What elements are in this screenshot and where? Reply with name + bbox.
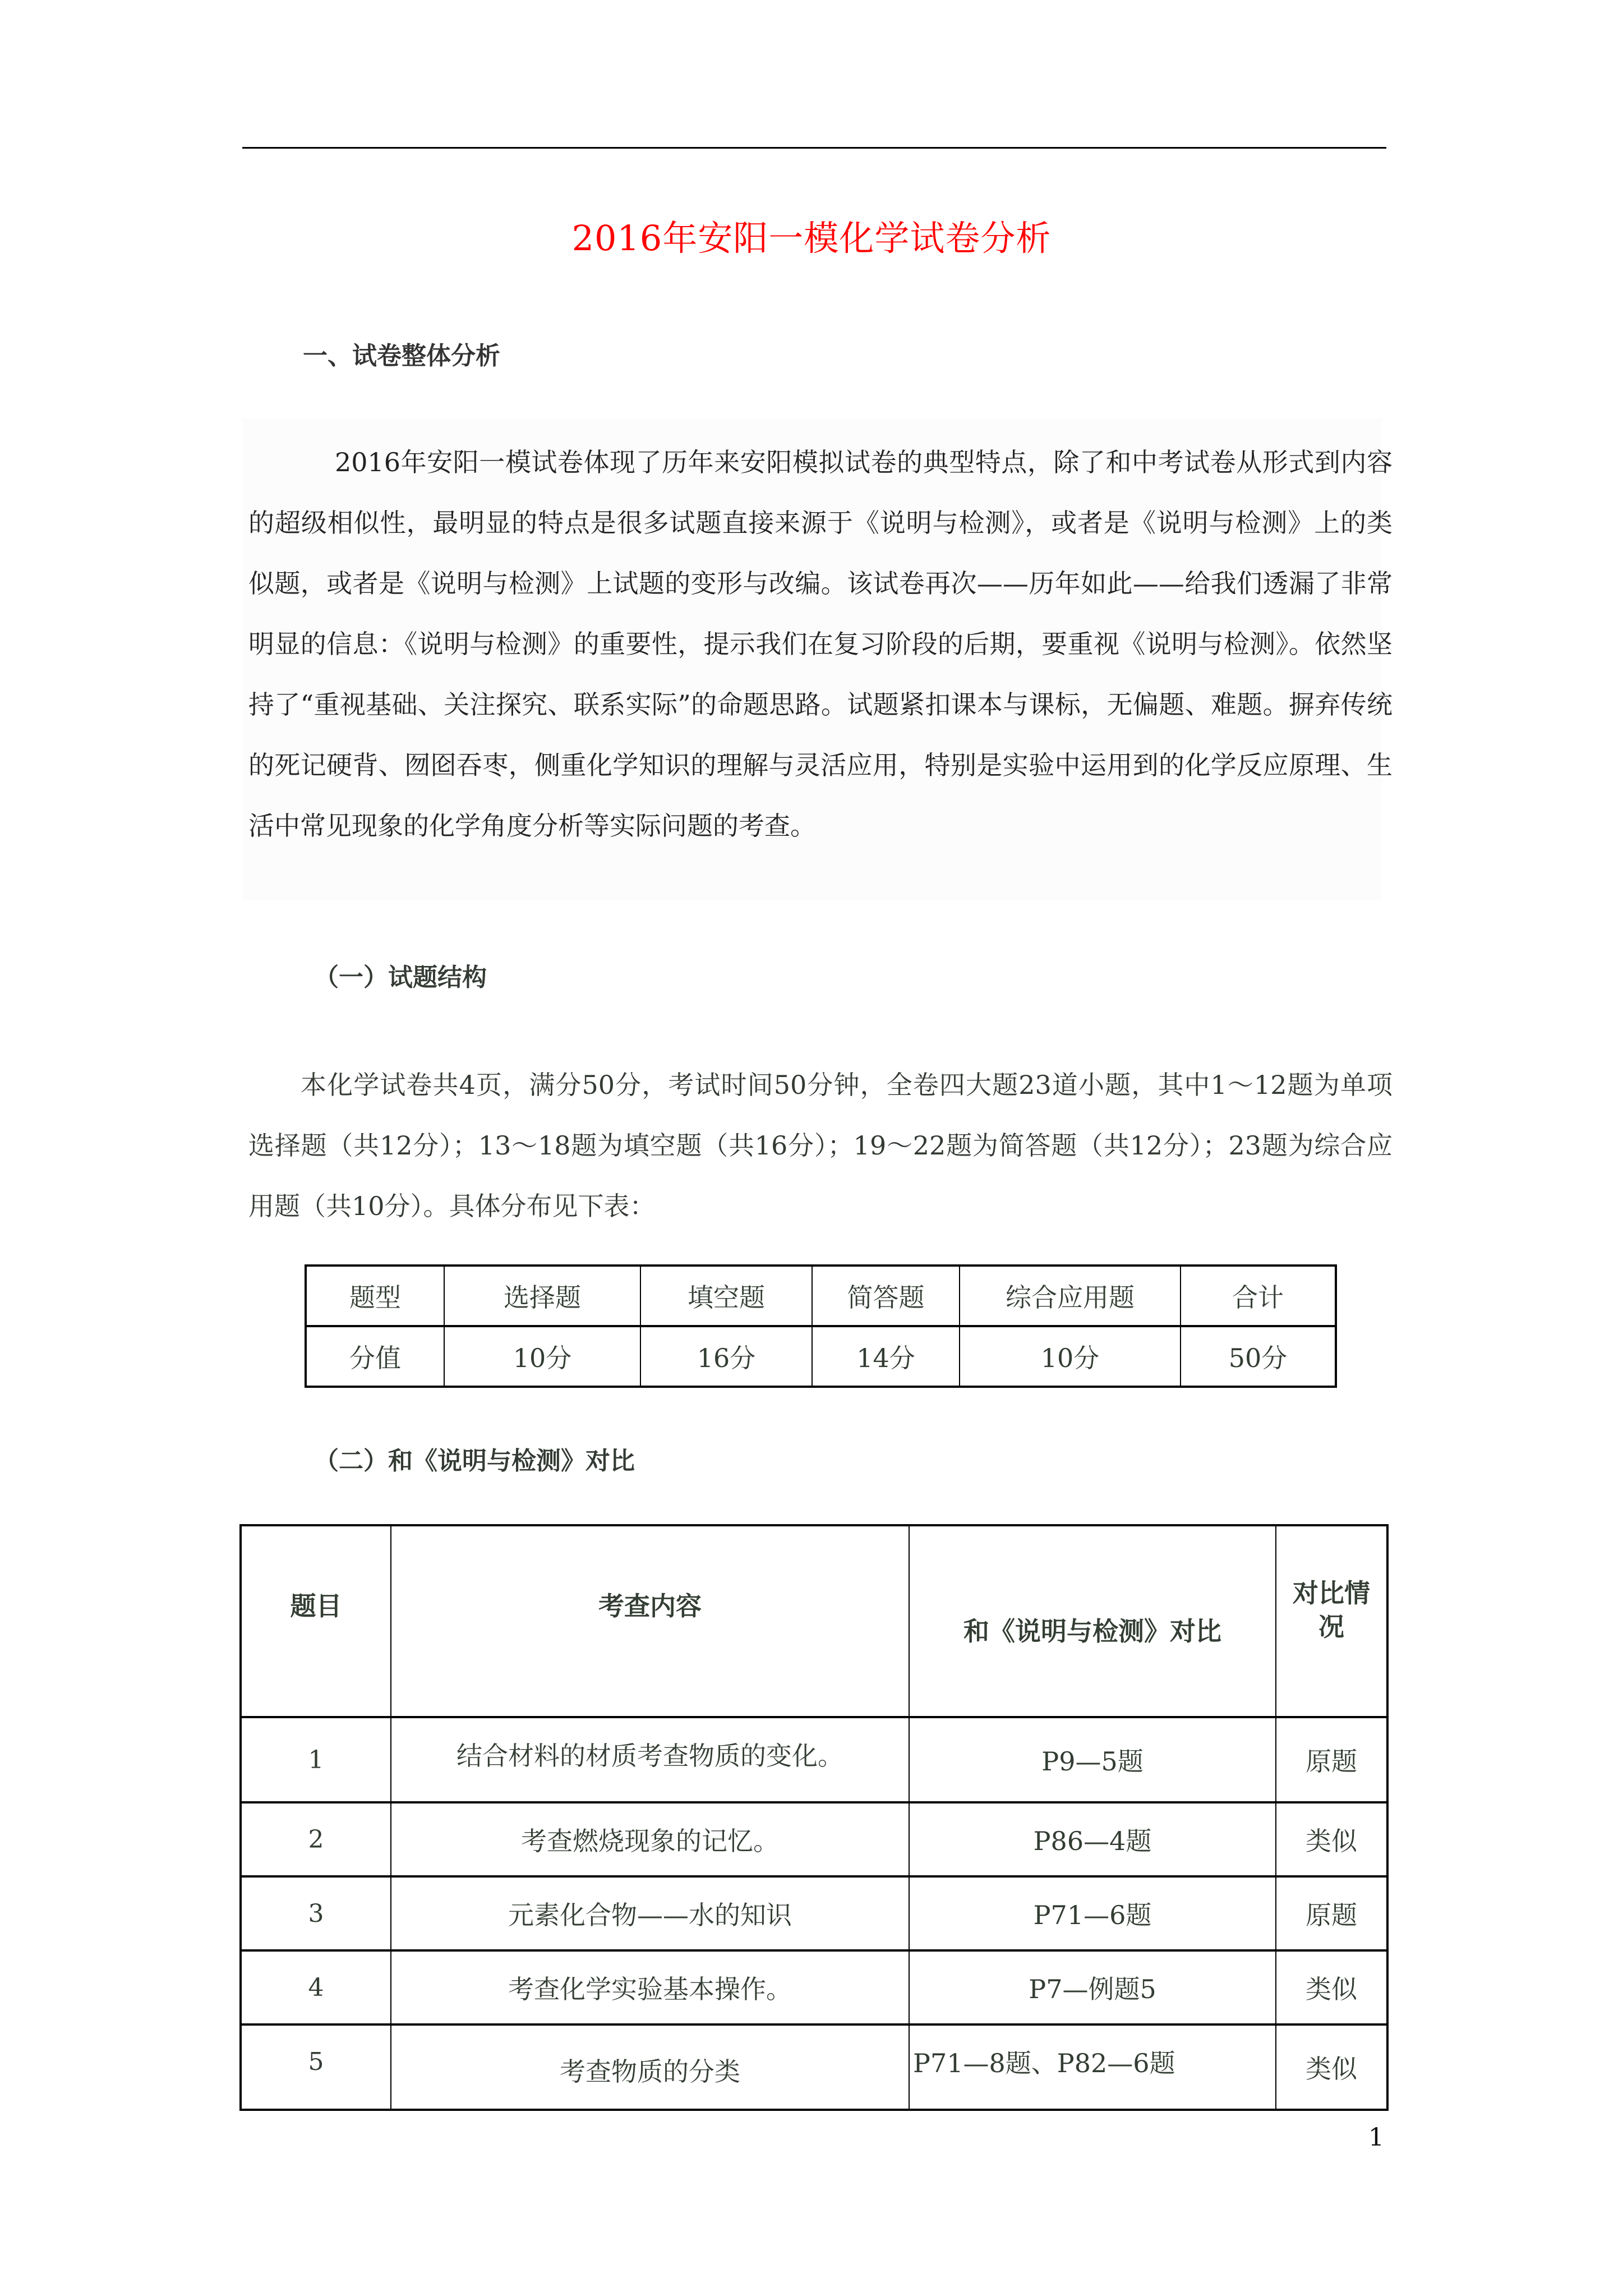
comparison-status: 类似 bbox=[1276, 1802, 1387, 1876]
reference: P9—5题 bbox=[909, 1717, 1276, 1802]
score-distribution-table bbox=[305, 1264, 1337, 1388]
table-row bbox=[241, 1876, 1387, 1950]
question-content: 元素化合物——水的知识 bbox=[391, 1876, 909, 1950]
table-row bbox=[241, 2024, 1387, 2110]
section-heading-overall-analysis: 一、试卷整体分析 bbox=[303, 342, 500, 370]
question-number: 4 bbox=[241, 1950, 391, 2024]
comparison-table bbox=[239, 1524, 1389, 2111]
question-number: 1 bbox=[241, 1717, 391, 1802]
score-table-header-cell: 选择题 bbox=[444, 1266, 640, 1326]
score-table-value-cell: 50分 bbox=[1181, 1326, 1336, 1387]
score-table-header-cell: 简答题 bbox=[812, 1266, 960, 1326]
table-row bbox=[241, 1802, 1387, 1876]
table-row bbox=[241, 1717, 1387, 1802]
reference: P71—8题、P82—6题 bbox=[909, 2024, 1276, 2110]
page-number: 1 bbox=[1368, 2123, 1384, 2152]
header-status: 对比情况 bbox=[1276, 1525, 1387, 1717]
reference: P7—例题5 bbox=[909, 1950, 1276, 2024]
intro-paragraph: 2016年安阳一模试卷体现了历年来安阳模拟试卷的典型特点，除了和中考试卷从形式到内容的超级相似性，最明显的特点是很多试题直接来源于《说明与检测》，或者是《说明与检测》上的类似题，或者是《说明与检测》上试题的变形与改编。该试卷再次——历年如此——给我们透漏了非常明显的信息：《说明与检测》的重要性，提示我们在复习阶段的后期，要重视《说明与检测》。依然坚持了“重视基础、关注探究、联系实际”的命题思路。试题紧扣课本与课标，无偏题、难题。摒弃传统的死记硬背、囫囵吞枣，侧重化学知识的理解与灵活应用，特别是实验中运用到的化学反应原理、生活中常见现象的化学角度分析等实际问题的考查。 bbox=[248, 447, 1393, 841]
reference: P86—4题 bbox=[909, 1802, 1276, 1876]
question-content: 考查化学实验基本操作。 bbox=[391, 1950, 909, 2024]
score-table-header-cell: 题型 bbox=[306, 1266, 444, 1326]
score-table-header-cell: 综合应用题 bbox=[960, 1266, 1181, 1326]
header-reference: 和《说明与检测》对比 bbox=[909, 1525, 1276, 1717]
header-content: 考查内容 bbox=[391, 1525, 909, 1717]
subsection-heading-comparison: （二）和《说明与检测》对比 bbox=[314, 1447, 635, 1475]
question-content: 考查燃烧现象的记忆。 bbox=[391, 1802, 909, 1876]
comparison-status: 类似 bbox=[1276, 1950, 1387, 2024]
reference: P71—6题 bbox=[909, 1876, 1276, 1950]
question-number: 5 bbox=[241, 2024, 391, 2110]
structure-paragraph: 本化学试卷共4页，满分50分，考试时间50分钟，全卷四大题23道小题，其中1～12题为单项选择题（共12分）；13～18题为填空题（共16分）；19～22题为简答题（共12分）；23题为综合应用题（共10分）。具体分布见下表： bbox=[248, 1070, 1393, 1221]
question-number: 3 bbox=[241, 1876, 391, 1950]
comparison-status: 原题 bbox=[1276, 1876, 1387, 1950]
subsection-heading-structure: （一）试题结构 bbox=[314, 963, 487, 992]
question-number: 2 bbox=[241, 1802, 391, 1876]
score-table-value-cell: 10分 bbox=[444, 1326, 640, 1387]
question-content: 考查物质的分类 bbox=[391, 2024, 909, 2110]
score-table-value-cell: 14分 bbox=[812, 1326, 960, 1387]
comparison-table-header-row bbox=[241, 1525, 1387, 1717]
score-table-value-row bbox=[306, 1326, 1336, 1387]
header-rule bbox=[242, 147, 1386, 149]
comparison-status: 类似 bbox=[1276, 2024, 1387, 2110]
score-table-value-cell: 16分 bbox=[640, 1326, 812, 1387]
score-table-header-cell: 填空题 bbox=[640, 1266, 812, 1326]
score-table-value-cell: 分值 bbox=[306, 1326, 444, 1387]
table-row bbox=[241, 1950, 1387, 2024]
question-content: 结合材料的材质考查物质的变化。 bbox=[391, 1717, 909, 1802]
header-question-number: 题目 bbox=[241, 1525, 391, 1717]
score-table-value-cell: 10分 bbox=[960, 1326, 1181, 1387]
comparison-status: 原题 bbox=[1276, 1717, 1387, 1802]
score-table-header-row bbox=[306, 1266, 1336, 1326]
document-title: 2016年安阳一模化学试卷分析 bbox=[571, 218, 1052, 259]
score-table-header-cell: 合计 bbox=[1181, 1266, 1336, 1326]
